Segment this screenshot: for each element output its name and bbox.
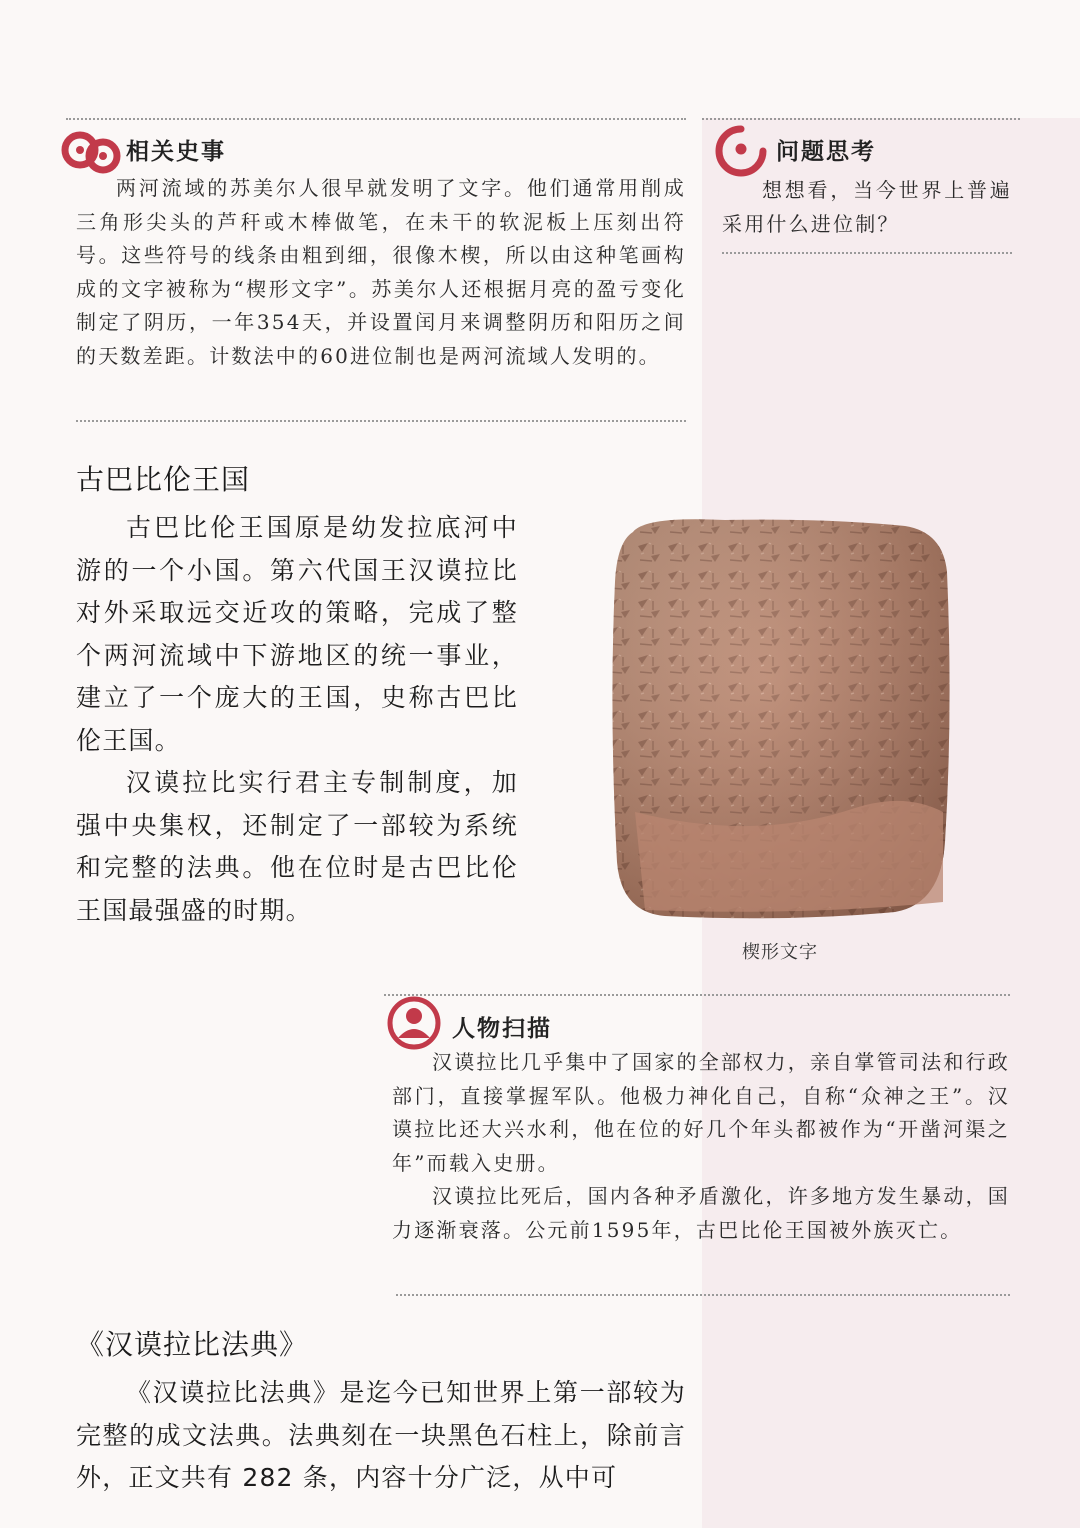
related-history-text [76, 172, 686, 373]
question-bottom-rule [722, 252, 1012, 254]
figure-caption: 楔形文字 [742, 942, 818, 963]
top-rule-right [702, 118, 1020, 120]
person-icon [384, 996, 444, 1050]
person-scan-title: 人物扫描 [452, 1016, 552, 1042]
babylon-paragraph-1: 古巴比伦王国原是幼发拉底河中游的一个小国。第六代国王汉谟拉比对外采取远交近攻的策略，完成了整个两河流域中下游地区的统一事业，建立了一个庞大的王国，史称古巴比伦王国。 [76, 513, 518, 755]
babylon-paragraph-2: 汉谟拉比实行君主专制制度，加强中央集权，还制定了一部较为系统和完整的法典。他在位时是古巴比伦王国最强盛的时期。 [76, 768, 518, 925]
person-scan-top-rule [384, 994, 1010, 996]
cuneiform-tablet-image [605, 512, 955, 924]
related-history-paragraph: 两河流域的苏美尔人很早就发明了文字。他们通常用削成三角形尖头的芦秆或木棒做笔，在未干的软泥板上压刻出符号。这些符号的线条由粗到细，很像木楔，所以由这种笔画构成的文字被称为“楔形文字”。苏美尔人还根据月亮的盈亏变化制定了阴历，一年354天，并设置闰月来调整阴历和阳历之间的天数差距。计数法中的60进位制也是两河流域人发明的。 [76, 176, 686, 368]
code-paragraph-1: 《汉谟拉比法典》是迄今已知世界上第一部较为完整的成文法典。法典刻在一块黑色石柱上，除前言外，正文共有 282 条，内容十分广泛，从中可 [76, 1378, 686, 1492]
person-scan-paragraph-2: 汉谟拉比死后，国内各种矛盾激化，许多地方发生暴动，国力逐渐衰落。公元前1595年，古巴比伦王国被外族灭亡。 [392, 1184, 1010, 1242]
question-icon [712, 124, 770, 178]
question-text [722, 174, 1012, 241]
top-rule-left [66, 118, 686, 120]
related-history-title: 相关史事 [126, 139, 226, 165]
related-history-bottom-rule [76, 420, 686, 422]
babylon-text [76, 507, 518, 932]
question-paragraph: 想想看，当今世界上普遍采用什么进位制？ [722, 178, 1012, 236]
section-heading-babylon: 古巴比伦王国 [76, 463, 251, 496]
person-scan-text [392, 1046, 1010, 1247]
section-heading-code: 《汉谟拉比法典》 [76, 1328, 309, 1361]
person-scan-bottom-rule [396, 1294, 1010, 1296]
code-text [76, 1372, 686, 1500]
question-title: 问题思考 [776, 139, 876, 165]
person-scan-paragraph-1: 汉谟拉比几乎集中了国家的全部权力，亲自掌管司法和行政部门，直接掌握军队。他极力神化自己，自称“众神之王”。汉谟拉比还大兴水利，他在位的好几个年头都被作为“开凿河渠之年”而载入史册。 [392, 1050, 1010, 1175]
